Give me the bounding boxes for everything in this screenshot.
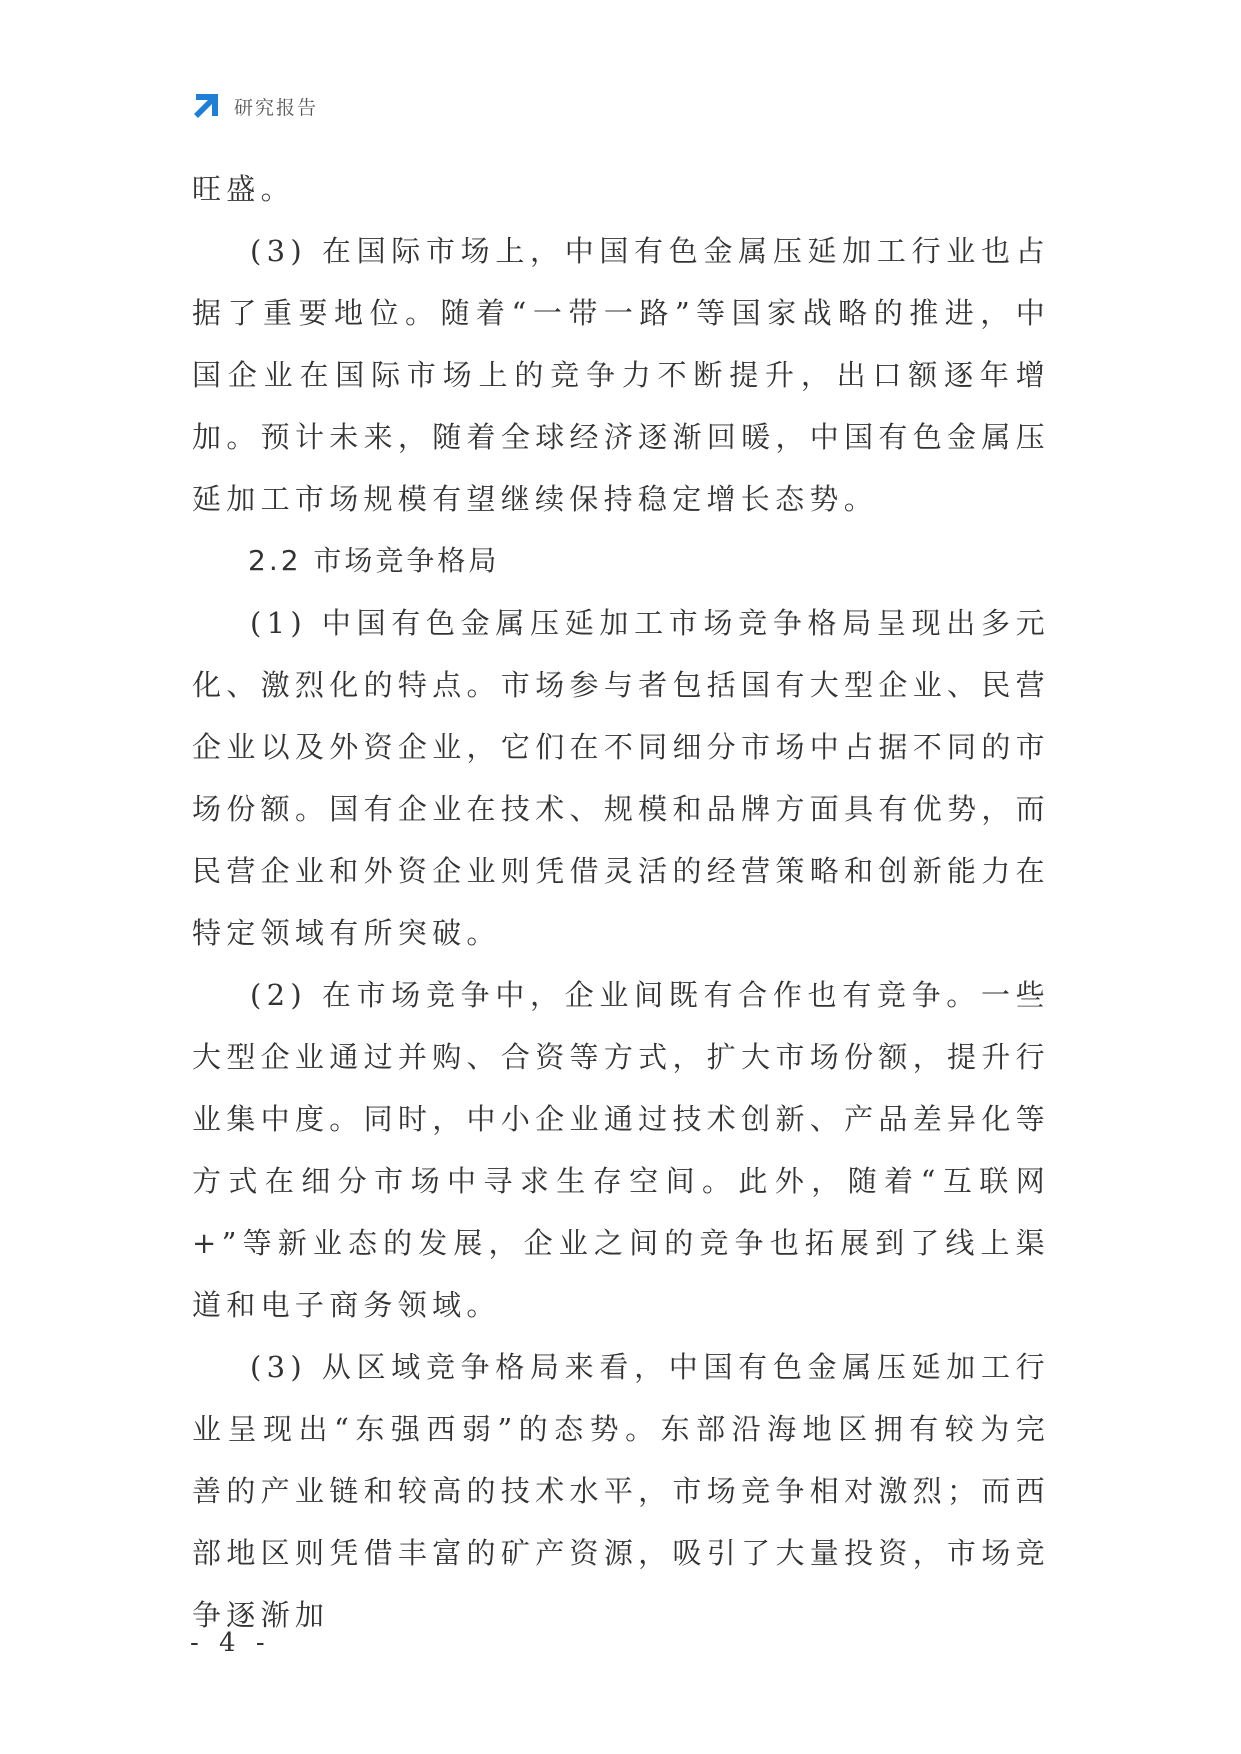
page-number: - 4 - [190, 1628, 271, 1658]
paragraph-regional-competition: (3) 从区域竞争格局来看，中国有色金属压延加工行业呈现出“东强西弱”的态势。东部沿海地区拥有较为完善的产业链和较高的技术水平，市场竞争相对激烈；而西部地区则凭借丰富的矿产资源，吸引了大量投资，市场竞争逐渐加 [192, 1350, 1050, 1632]
document-body [192, 158, 1050, 1646]
page-header [190, 88, 318, 124]
paragraph-continued: 旺盛。 [192, 172, 295, 206]
paragraph-international-market: (3) 在国际市场上，中国有色金属压延加工行业也占据了重要地位。随着“一带一路”等国家战略的推进，中国企业在国际市场上的竞争力不断提升，出口额逐年增加。预计未来，随着全球经济逐渐回暖，中国有色金属压延加工市场规模有望继续保持稳定增长态势。 [192, 234, 1050, 516]
arrow-up-right-icon [190, 90, 222, 122]
paragraph-competition-landscape: (1) 中国有色金属压延加工市场竞争格局呈现出多元化、激烈化的特点。市场参与者包括国有大型企业、民营企业以及外资企业，它们在不同细分市场中占据不同的市场份额。国有企业在技术、规模和品牌方面具有优势，而民营企业和外资企业则凭借灵活的经营策略和创新能力在特定领域有所突破。 [192, 606, 1050, 950]
report-title: 研究报告 [234, 96, 319, 119]
section-heading: 2.2 市场竞争格局 [248, 544, 500, 577]
paragraph-cooperation-competition: (2) 在市场竞争中，企业间既有合作也有竞争。一些大型企业通过并购、合资等方式，扩大市场份额，提升行业集中度。同时，中小企业通过技术创新、产品差异化等方式在细分市场中寻求生存空间。此外，随着“互联网+”等新业态的发展，企业之间的竞争也拓展到了线上渠道和电子商务领域。 [192, 978, 1050, 1322]
